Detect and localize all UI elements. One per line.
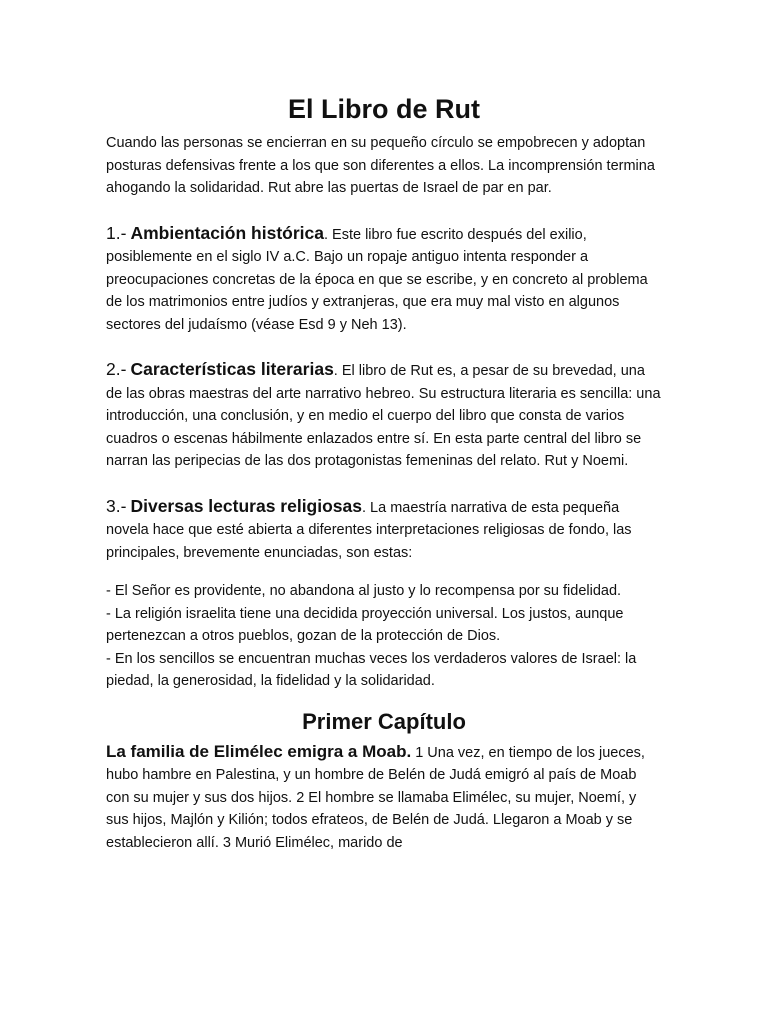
chapter-subheading: La familia de Elimélec emigra a Moab. [106,741,412,761]
section-heading: Ambientación histórica [130,222,324,243]
section-number: 2.- [106,359,127,379]
reading-item-universal: - La religión israelita tiene una decidida proyección universal. Los justos, aunque pertenezcan a otros pueblos, gozan de la protección de Dios. [106,605,624,644]
section-heading: Características literarias [130,359,334,379]
section-text: . El libro de Rut es, a pesar de su brevedad, una de las obras maestras del arte narrativo hebreo. Su estructura literaria es sencilla: una introducción, una conclusión, y en medio el cuerpo del libro que consta de varios cuadros o escenas hábilmente enlazados entre sí. En esta parte central del libro se narran las peripecias de las dos protagonistas femeninas del relato. Rut y Noemi. [106,363,661,469]
chapter-title: Primer Capítulo [302,708,466,734]
reading-item-values: - En los sencillos se encuentran muchas veces los verdaderos valores de Israel: la piedad, la generosidad, la fidelidad y la solidaridad. [106,650,637,689]
section-readings [106,495,662,565]
chapter-text: 1 Una vez, en tiempo de los jueces, hubo hambre en Palestina, y un hombre de Belén de Judá emigró al país de Moab con su mujer y sus dos hijos. 2 El hombre se llamaba Elimélec, su mujer, Noemí, y sus hijos, Majlón y Kilión; todos efrateos, de Belén de Judá. Llegaron a Moab y se establecieron allí. 3 Murió Elimélec, marido de [106,744,645,851]
section-number: 3.- [106,495,127,516]
document-page [106,92,662,854]
section-text: . Este libro fue escrito después del exilio, posiblemente en el siglo IV a.C. Bajo un ropaje antiguo intenta responder a preocupaciones concretas de la época en que se escribe, y en concreto al problema de los matrimonios entre judíos y extranjeras, que era muy mal visto en algunos sectores del judaísmo (véase Esd 9 y Neh 13). [106,226,648,333]
section-number: 1.- [106,222,127,243]
section-literary [106,358,662,473]
intro-paragraph: Cuando las personas se encierran en su pequeño círculo se empobrecen y adoptan posturas defensivas frente a los que son diferentes a ellos. La incomprensión termina ahogando la solidaridad. Rut abre las puertas de Israel de par en par. [106,135,655,196]
section-historical [106,222,662,337]
section-text: . La maestría narrativa de esta pequeña novela hace que esté abierta a diferentes interpretaciones religiosas de fondo, las principales, brevemente enunciadas, son estas: [106,499,632,561]
reading-item-providence: - El Señor es providente, no abandona al justo y lo recompensa por su fidelidad. [106,583,622,599]
section-heading: Diversas lecturas religiosas [130,495,362,516]
document-title: El Libro de Rut [288,94,480,124]
chapter-paragraph [106,741,662,855]
